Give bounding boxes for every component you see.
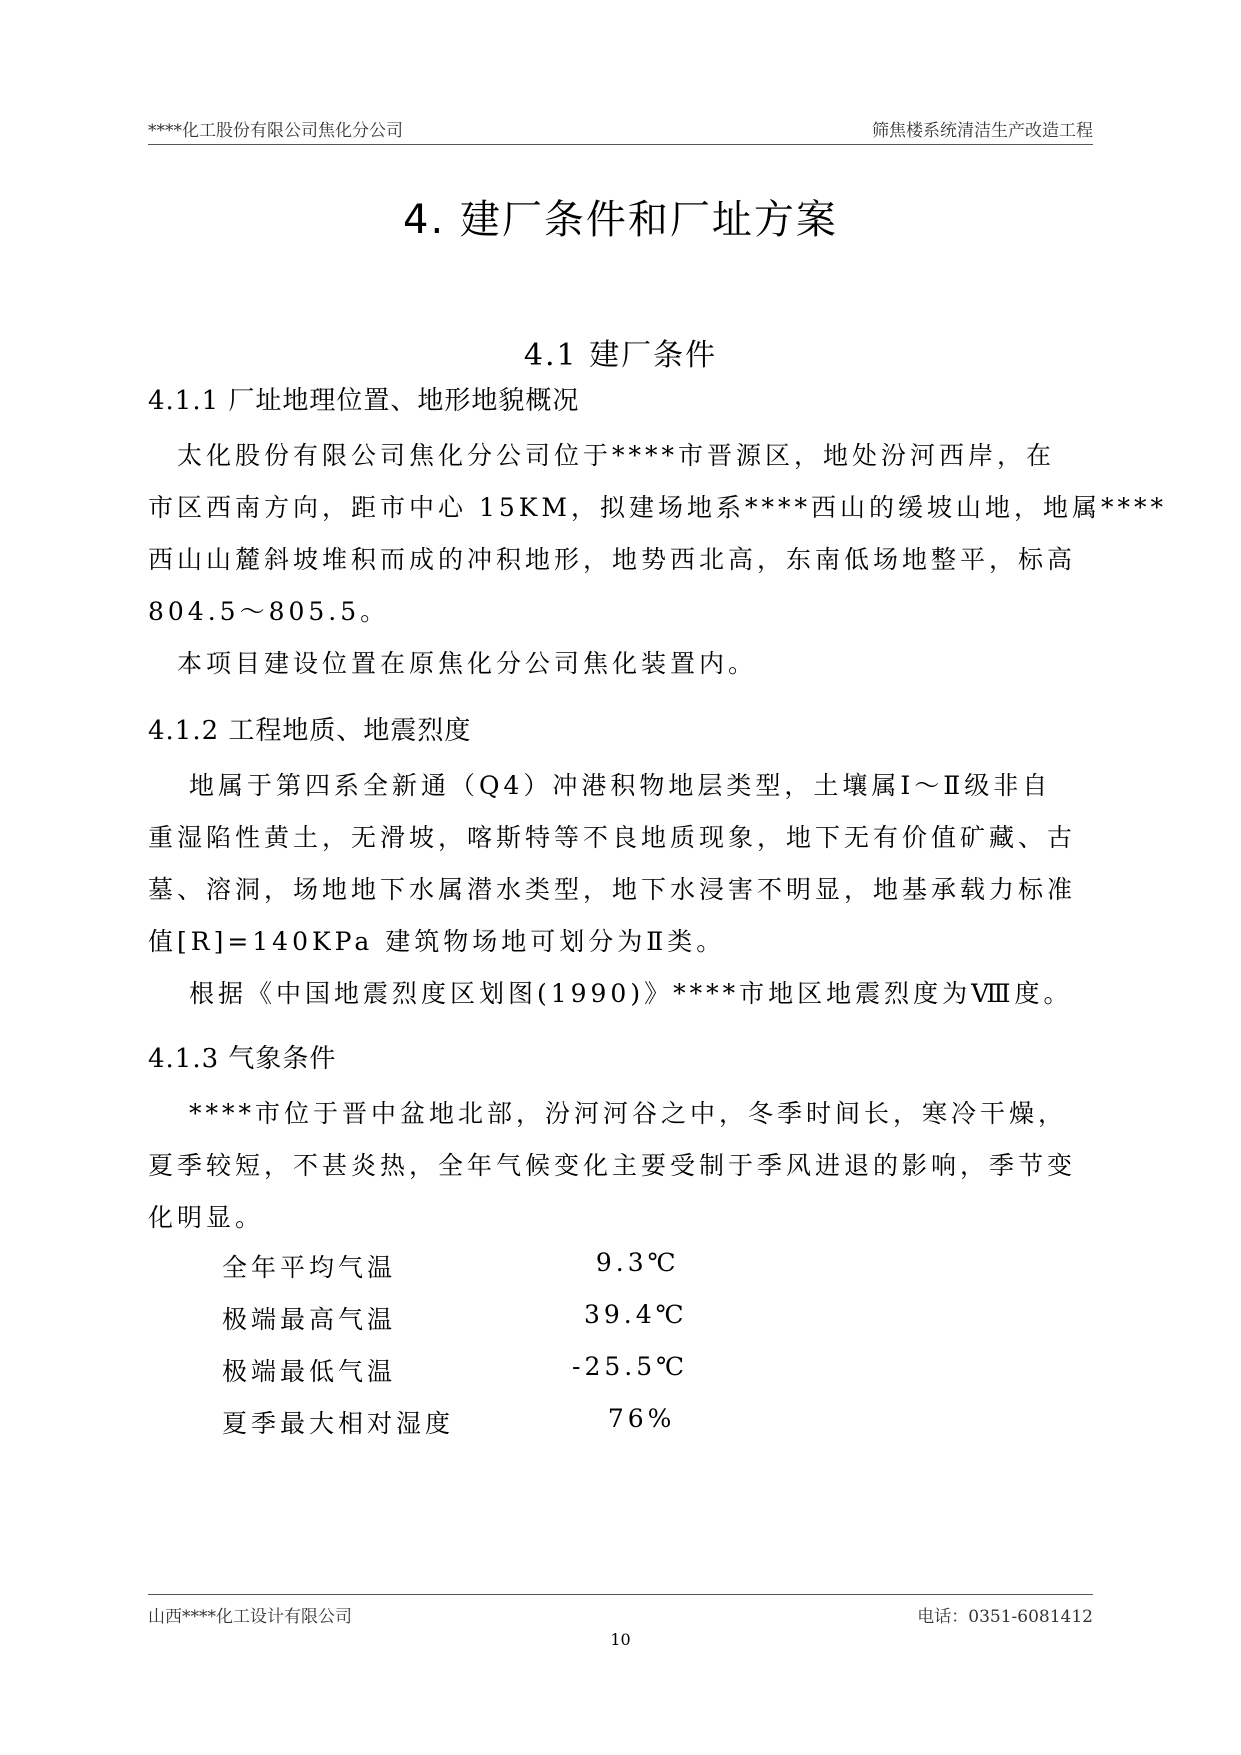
climate-row xyxy=(222,1352,689,1388)
paragraph-line: 根据《中国地震烈度区划图(1990)》****市地区地震烈度为Ⅷ度。 xyxy=(148,979,1073,1008)
climate-row xyxy=(222,1300,688,1336)
paragraph-line: ****市位于晋中盆地北部，汾河河谷之中，冬季时间长，寒冷干燥， xyxy=(148,1099,1067,1128)
footer-phone: 电话：0351-6081412 xyxy=(917,1607,1093,1627)
page-footer xyxy=(148,1602,1093,1627)
footer-divider xyxy=(148,1594,1093,1595)
section-title: 4.1 建厂条件 xyxy=(523,338,718,373)
page-header xyxy=(148,116,1093,141)
subsection-heading-413: 4.1.3 气象条件 xyxy=(148,1044,337,1074)
climate-row xyxy=(222,1248,680,1284)
paragraph-line: 值[R]=140KPa 建筑物场地可划分为Ⅱ类。 xyxy=(148,927,726,956)
header-project: 筛焦楼系统清洁生产改造工程 xyxy=(872,121,1093,141)
paragraph-location xyxy=(148,430,1168,690)
paragraph-line: 化明显。 xyxy=(148,1203,265,1232)
header-company: ****化工股份有限公司焦化分公司 xyxy=(148,121,403,141)
climate-label: 夏季最大相对湿度 xyxy=(222,1409,455,1438)
paragraph-line: 西山山麓斜坡堆积而成的冲积地形，地势西北高，东南低场地整平，标高 xyxy=(148,545,1077,574)
header-divider xyxy=(148,144,1093,145)
paragraph-line: 墓、溶洞，场地地下水属潜水类型，地下水浸害不明显，地基承载力标准 xyxy=(148,875,1077,904)
climate-label: 极端最高气温 xyxy=(222,1305,397,1334)
paragraph-line: 市区西南方向，距市中心 15KM，拟建场地系****西山的缓坡山地，地属**** xyxy=(148,493,1168,522)
climate-label: 全年平均气温 xyxy=(222,1253,397,1282)
paragraph-line: 地属于第四系全新通（Q4）冲港积物地层类型，土壤属Ⅰ～Ⅱ级非自 xyxy=(148,771,1052,800)
subsection-heading-412: 4.1.2 工程地质、地震烈度 xyxy=(148,716,472,746)
paragraph-line: 重湿陷性黄土，无滑坡，喀斯特等不良地质现象，地下无有价值矿藏、古 xyxy=(148,823,1077,852)
paragraph-climate xyxy=(148,1088,1093,1244)
climate-value: 9.3℃ xyxy=(572,1248,680,1277)
subsection-heading-411: 4.1.1 厂址地理位置、地形地貌概况 xyxy=(148,386,580,416)
footer-company: 山西****化工设计有限公司 xyxy=(148,1607,352,1627)
paragraph-line: 太化股份有限公司焦化分公司位于****市晋源区，地处汾河西岸，在 xyxy=(148,441,1056,470)
climate-value: 39.4℃ xyxy=(572,1300,688,1329)
paragraph-geology xyxy=(148,760,1093,1020)
climate-value: -25.5℃ xyxy=(572,1352,689,1381)
paragraph-line: 夏季较短，不甚炎热，全年气候变化主要受制于季风进退的影响，季节变 xyxy=(148,1151,1077,1180)
climate-row xyxy=(222,1404,676,1440)
page-number: 10 xyxy=(610,1630,631,1649)
climate-value: 76% xyxy=(572,1404,676,1433)
chapter-title: 4. 建厂条件和厂址方案 xyxy=(403,197,838,243)
paragraph-line: 本项目建设位置在原焦化分公司焦化装置内。 xyxy=(148,649,758,678)
paragraph-line: 804.5～805.5。 xyxy=(148,597,390,626)
climate-label: 极端最低气温 xyxy=(222,1357,397,1386)
